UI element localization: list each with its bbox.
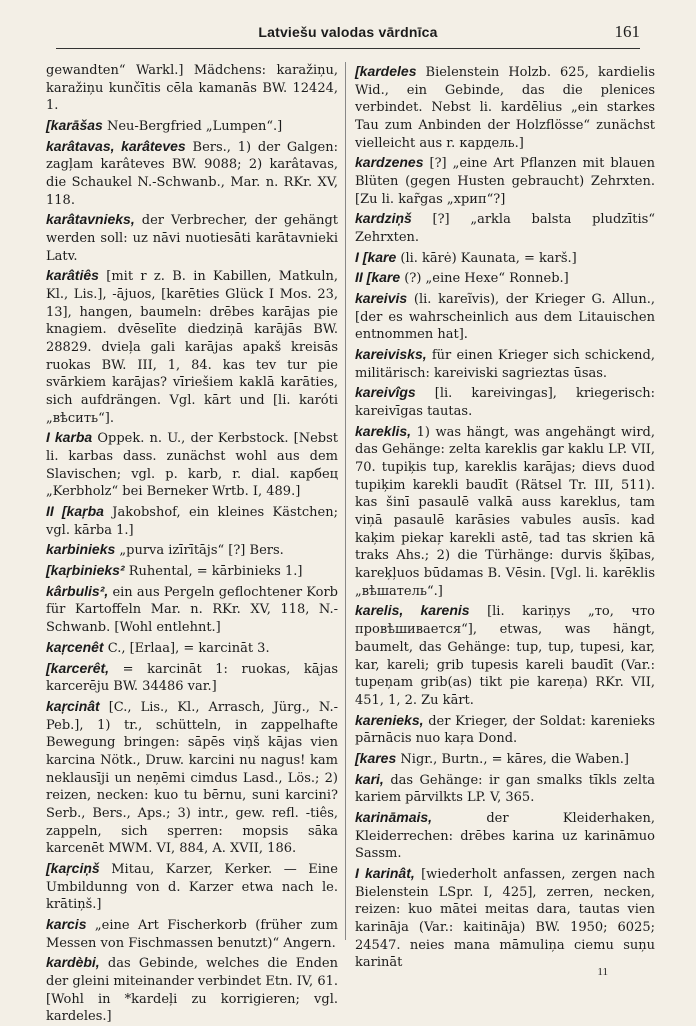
entry-definition: [?] „arkla balsta pludzītis“ Zehrxten. <box>355 212 655 246</box>
dictionary-entry <box>355 711 655 748</box>
entry-headword: karâtavas, karâteves <box>46 137 186 154</box>
signature-mark: 11 <box>597 966 608 978</box>
dictionary-entry <box>355 248 655 268</box>
entry-definition: (?) „eine Hexe“ Ronneb.] <box>404 271 569 287</box>
entry-definition: Bers., 1) der Galgen: zagļam karâteves BW. 9088; 2) karâtavas, die Schaukel N.-Schwanb., Mar. n. RKr. XV, 118. <box>46 139 338 208</box>
entry-headword: karināmais, <box>355 808 433 825</box>
entry-headword: kaŗcenêt <box>46 638 104 655</box>
dictionary-entry <box>355 808 655 863</box>
entry-definition: der Verbrecher, der gehängt werden soll: uz nāvi nuotiesāti karātavnieki Latv. <box>46 213 338 264</box>
entry-definition: 1) was hängt, was angehängt wird, das Gehänge: zelta kareklis gar kaklu LP. VII, 70. tupiķis tup, kareklis karājas; dievs duod tupiķim karekli baudīt (Rätsel Tr. III, 511). kas šinī pasaulē valkā auss kareklus, tam viņā pasaulē karāsies vabules ausīs. kad kaķim piekaŗ karekli astē, tad tas skrien kā traks Ahs.; 2) die Türhänge: durvis šķības, kareķļuos būdamas B. Vēsin. [Vgl. li. karēklis „вѣшатель“.] <box>355 424 655 599</box>
entry-definition: für einen Krieger sich schickend, militärisch: kareiviski sagrieztas ūsas. <box>355 348 655 381</box>
dictionary-entry <box>46 659 338 696</box>
entry-definition: „purva izīrītājs“ [?] Bers. <box>119 543 284 559</box>
entry-definition: [li. kariņys „то, что провѣшивается“], etwas, was hängt, baumelt, das Gehänge: tup, tup, tupesi, kar, kar, kareli; grib tupesis kareli baudīt (Var.: tupeņam grib(as) tikt pie kareņa) RKr. VII, 451, 1, 2. Zu kārt. <box>355 604 655 708</box>
dictionary-entry <box>46 540 338 560</box>
dictionary-entry <box>46 859 338 914</box>
dictionary-entry <box>46 428 338 501</box>
dictionary-entry <box>355 601 655 709</box>
entry-definition: C., [Erlaa], = karcināt 3. <box>107 640 270 656</box>
entry-definition: [mit r z. B. in Kabillen, Matkuln, Kl., Lis.], -ājuos, [karēties Glück I Mos. 23, 13], hangen, baumeln: drēbes karājas pie knagiem. dvēselīte diedziņā karājās BW. 28829. dvieļa gali karājas apakš kreisās ruokas BW. III, 1, 84. kas tev tur pie svārkiem karājas? vīriešiem kaklā karāties, sich aufdrängen. Vgl. kārt und [li. karóti „вѣсить“]. <box>46 269 339 426</box>
entry-headword: kaŗcinât <box>46 697 100 714</box>
column-divider <box>345 62 346 940</box>
dictionary-entry <box>355 864 655 972</box>
entry-headword: kardziņš <box>355 210 412 227</box>
entry-headword: [kares <box>355 749 397 766</box>
entry-definition: das Gebinde, welches die Enden der gleini miteinander verbindet Etn. IV, 61. [Wohl in *kardeļi zu korrigieren; vgl. kardeles.] <box>46 956 338 1025</box>
dictionary-entry <box>46 210 338 265</box>
dictionary-entry <box>46 915 338 952</box>
dictionary-entry <box>355 749 655 769</box>
entry-definition: Jakobshof, ein kleines Kästchen; vgl. kārba 1.] <box>46 505 338 538</box>
entry-headword: kareivîgs <box>355 384 416 401</box>
entry-definition: Neu-Bergfried „Lumpen“.] <box>106 119 283 135</box>
entry-definition: Nigr., Burtn., = kāres, die Waben.] <box>400 751 629 767</box>
entry-headword: kârbulis², <box>46 582 109 599</box>
dictionary-entry <box>355 153 655 208</box>
entry-definition: Ruhental, = kārbinieks 1.] <box>128 564 303 580</box>
entry-definition: „eine Art Fischerkorb (früher zum Messen von Fischmassen benutzt)“ Angern. <box>46 917 338 951</box>
entry-headword: kardèbi, <box>46 954 100 971</box>
entry-definition: das Gehänge: ir gan smalks tīkls zelta kariem pārvilkts LP. V, 365. <box>355 772 655 806</box>
entry-definition: der Krieger, der Soldat: karenieks pārnācis nuo kaŗa Dond. <box>355 713 656 747</box>
entry-headword: I karinât, <box>355 864 415 881</box>
dictionary-entry <box>355 345 655 382</box>
entry-definition: [wiederholt anfassen, zergen nach Bielenstein LSpr. I, 425], zerren, necken, reizen: kuo mātei meitas dara, tautas vien karināja (Var.: kaitināja) BW. 1950; 6025; 24547. neies mana māmuliņa ciemu suņu karināt <box>355 866 655 971</box>
entry-headword: [karāšas <box>46 117 103 134</box>
entry-headword: [kaŗbinieks² <box>46 562 125 579</box>
entry-definition: [li. kareivingas], kriegerisch: kareivīgas tautas. <box>355 386 655 420</box>
entry-headword: karenieks, <box>355 711 424 728</box>
page-number: 161 <box>614 22 640 41</box>
dictionary-entry <box>46 137 338 210</box>
entry-definition: [?] „eine Art Pflanzen mit blauen Blüten (gegen Husten gebraucht) Zehrxten. [Zu li. kar̃gas „хрип“?] <box>355 156 655 207</box>
entry-headword: kari, <box>355 770 384 787</box>
entry-headword: karelis, karenis <box>355 602 470 619</box>
entry-definition: = karcināt 1: ruokas, kājas karcerēju BW. 34486 var.] <box>46 661 338 695</box>
dictionary-entry <box>355 383 655 420</box>
entry-headword: kareklis, <box>355 422 412 439</box>
dictionary-entry <box>46 697 338 858</box>
entry-definition: Oppek. n. U., der Kerbstock. [Nebst li. karbas dass. zunächst wohl aus dem Slavischen; vgl. p. karb, r. dial. карбец „Kerbholz“ bei Berneker Wrtb. I, 489.] <box>46 431 338 500</box>
entry-definition: (li. kareĩvis), der Krieger G. Allun., [der es wahrscheinlich aus dem Litauischen entnommen hat]. <box>355 292 655 343</box>
entry-definition: der Kleiderhaken, Kleiderrechen: drēbes karina uz karināmuo Sassm. <box>355 810 655 862</box>
entry-headword: I [kare <box>355 248 397 265</box>
dictionary-entry <box>46 116 338 136</box>
page-title: Latviešu valodas vārdnīca <box>258 24 438 40</box>
dictionary-entry <box>355 289 655 344</box>
entry-headword: karcis <box>46 915 87 932</box>
dictionary-entry <box>46 582 338 637</box>
entry-headword: kareivisks, <box>355 346 427 363</box>
entry-headword: [kaŗciņš <box>46 859 100 876</box>
entry-headword: [karcerêt, <box>46 659 110 676</box>
dictionary-entry <box>46 62 338 115</box>
entry-definition: gewandten“ Warkl.] Mädchens: karažiņu, karažiņu kunčītis cēla kamanās BW. 12424, 1. <box>46 63 338 114</box>
entry-headword: [kardeles <box>355 63 417 79</box>
dictionary-entry <box>46 266 338 427</box>
dictionary-entry <box>46 502 338 539</box>
entry-definition: Bielenstein Holzb. 625, kardielis Wid., ein Gebinde, das die plenices verbindet. Nebst li. kardēlius „ein starkes Tau zum Anbinden der Holzflösse“ zunächst vielleicht aus r. кардель.] <box>355 65 655 151</box>
dictionary-entry <box>355 422 655 601</box>
entry-headword: karâtavnieks, <box>46 211 135 228</box>
entry-definition: Mitau, Karzer, Kerker. — Eine Umbildunng von d. Karzer etwa nach le. krātiņš.] <box>46 861 338 913</box>
dictionary-entry <box>46 953 338 1026</box>
running-head <box>56 20 640 49</box>
entry-headword: karbinieks <box>46 541 116 558</box>
dictionary-entry <box>46 561 338 581</box>
entry-headword: II [kare <box>355 269 401 286</box>
dictionary-entry <box>355 209 655 246</box>
right-column <box>355 62 656 971</box>
dictionary-entry <box>355 770 655 807</box>
entry-headword: II [kaŗba <box>46 503 104 520</box>
dictionary-entry <box>355 62 655 152</box>
entry-headword: kareivis <box>355 290 408 307</box>
left-column <box>46 62 339 1025</box>
dictionary-entry <box>46 638 338 658</box>
entry-definition: ein aus Pergeln geflochtener Korb für Kartoffeln Mar. n. RKr. XV, 118, N.-Schwanb. [Wohl entlehnt.] <box>46 584 338 636</box>
entry-definition: (li. kārė) Kaunata, = karš.] <box>400 250 577 266</box>
entry-headword: kardzenes <box>355 154 424 171</box>
entry-definition: [C., Lis., Kl., Arrasch, Jürg., N.-Peb.], 1) tr., schütteln, in zappelhafte Bewegung bringen: sāpēs viņš kājas vien karcina Nötk., Druw. karcini nu nagus! kam neklausīji un neņēmi cimdus Lasd., Lös.; 2) reizen, necken: kuo tu bērnu, suni karcini? Serb., Bers., Aps.; 3) intr., gew. refl. -tiês, zappeln, sich sperren: mopsis sāka karcenēt MWM. VI, 884, A. XVII, 186. <box>46 699 338 857</box>
dictionary-entry <box>355 268 655 288</box>
entry-headword: I karba <box>46 429 93 446</box>
entry-headword: karâtiês <box>46 267 99 284</box>
